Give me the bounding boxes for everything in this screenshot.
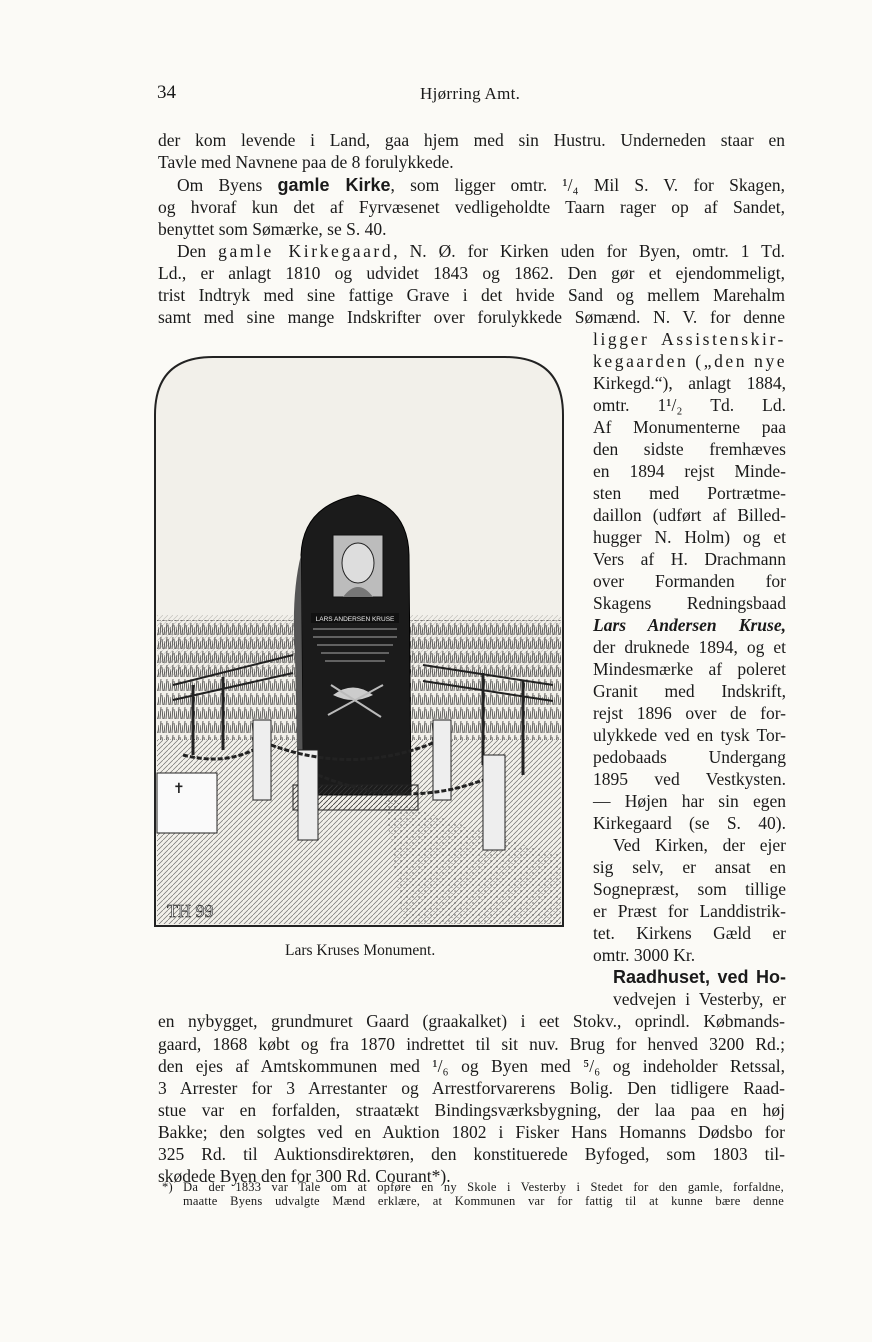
column-line: Kirkegaard (se S. 40). (593, 813, 786, 833)
column-line: Ved Kirken, der ejer (613, 835, 786, 855)
text-line: en nybygget, grundmuret Gaard (graakalket) i eet Stokv., oprindl. Købmands- (158, 1011, 785, 1031)
column-line: er Præst for Landdistrik- (593, 901, 786, 921)
text-line: Tavle med Navnene paa de 8 forulykkede. (158, 152, 454, 172)
column-line: ulykkede ved en tysk Tor- (593, 725, 786, 745)
footnote-line: maatte Byens udvalgte Mænd erklære, at Kommunen var for fattig til at kunne bære denne (183, 1194, 784, 1208)
term-gamle-kirke: gamle Kirke (277, 175, 391, 195)
column-line: den sidste fremhæves (593, 439, 786, 459)
term-gamle-kirkegaard: gamle Kirkegaard (218, 241, 394, 261)
text-line: den ejes af Amtskommunen med ¹/₆ og Byen med ⁵/₆ og indeholder Retssal, (158, 1056, 785, 1076)
column-line: hugger N. Holm) og et (593, 527, 786, 547)
monument-illustration (153, 355, 565, 928)
text-line: stue var en forfalden, straatækt Bindingsværksbygning, der laa paa en høj (158, 1100, 785, 1120)
text-line: Bakke; den solgtes ved en Auktion 1802 i Fisker Hans Homanns Dødsbo for (158, 1122, 785, 1142)
column-line: der druknede 1894, og et (593, 637, 786, 657)
column-line: daillon (udført af Billed- (593, 505, 786, 525)
text-line: Ld., er anlagt 1810 og udvidet 1843 og 1862. Den gør et ejendommeligt, (158, 263, 785, 283)
text-line: trist Indtryk med sine fattige Grave i det hvide Sand og mellem Marehalm (158, 285, 785, 305)
column-line: sig selv, er ansat en (593, 857, 786, 877)
column-line: rejst 1896 over de for- (593, 703, 786, 723)
text-line: Om Byens gamle Kirke, som ligger omtr. ¹/₄ Mil S. V. for Skagen, (177, 175, 785, 195)
column-line: pedobaads Undergang (593, 747, 786, 767)
text-line: 325 Rd. til Auktionsdirektøren, den konstituerede Byfoged, som 1803 til- (158, 1144, 785, 1164)
text-line: skødede Byen den for 300 Rd. Courant*). (158, 1166, 451, 1186)
footnote-line: *) Da der 1833 var Tale om at opføre en ny Skole i Vesterby i Stedet for den gamle, forfaldne, (162, 1180, 784, 1194)
column-line: tet. Kirkens Gæld er (593, 923, 786, 943)
text-line: Den gamle Kirkegaard, N. Ø. for Kirken uden for Byen, omtr. 1 Td. (177, 241, 785, 261)
column-line: over Formanden for (593, 571, 786, 591)
column-line: omtr. 1¹/₂ Td. Ld. (593, 395, 786, 415)
text-line: 3 Arrester for 3 Arrestanter og Arrestforvarerens Bolig. Den tidligere Raad- (158, 1078, 785, 1098)
text-line: og hvoraf kun det af Fyrvæsenet vedligeholdte Taarn rager op af Sandet, (158, 197, 785, 217)
figure-caption: Lars Kruses Monument. (285, 942, 436, 959)
column-line: sten med Portrætme- (593, 483, 786, 503)
column-line: Granit med Indskrift, (593, 681, 786, 701)
monument-inscription: LARS ANDERSEN KRUSE (315, 616, 395, 623)
artist-signature: TH 99 (167, 901, 214, 921)
column-line: — Højen har sin egen (593, 791, 786, 811)
text-line: gaard, 1868 købt og fra 1870 indrettet til sit nuv. Brug for henved 3200 Rd.; (158, 1034, 785, 1054)
text-line: der kom levende i Land, gaa hjem med sin Hustru. Underneden staar en (158, 130, 785, 150)
column-line: en 1894 rejst Minde- (593, 461, 786, 481)
column-line: Sognepræst, som tillige (593, 879, 786, 899)
column-line: ligger Assistenskir- (593, 329, 786, 349)
column-line-raadhuset: Raadhuset, ved Ho- (613, 967, 786, 987)
cross-icon: ✝ (173, 782, 185, 797)
column-line: vedvejen i Vesterby, er (613, 989, 786, 1009)
page-number: 34 (157, 82, 176, 103)
column-line: 1895 ved Vestkysten. (593, 769, 786, 789)
column-line: kegaarden („den nye (593, 351, 788, 371)
text-line: samt med sine mange Indskrifter over forulykkede Sømænd. N. V. for denne (158, 307, 785, 327)
column-line: Af Monumenterne paa (593, 417, 786, 437)
text-line: benyttet som Sømærke, se S. 40. (158, 219, 387, 239)
column-line: Mindesmærke af poleret (593, 659, 786, 679)
running-title: Hjørring Amt. (420, 84, 521, 103)
column-line: Skagens Redningsbaad (593, 593, 786, 613)
column-line: Vers af H. Drachmann (593, 549, 786, 569)
column-line: omtr. 3000 Kr. (593, 945, 696, 965)
column-line: Kirkegd.“), anlagt 1884, (593, 373, 786, 393)
column-line-name: Lars Andersen Kruse, (593, 615, 786, 635)
